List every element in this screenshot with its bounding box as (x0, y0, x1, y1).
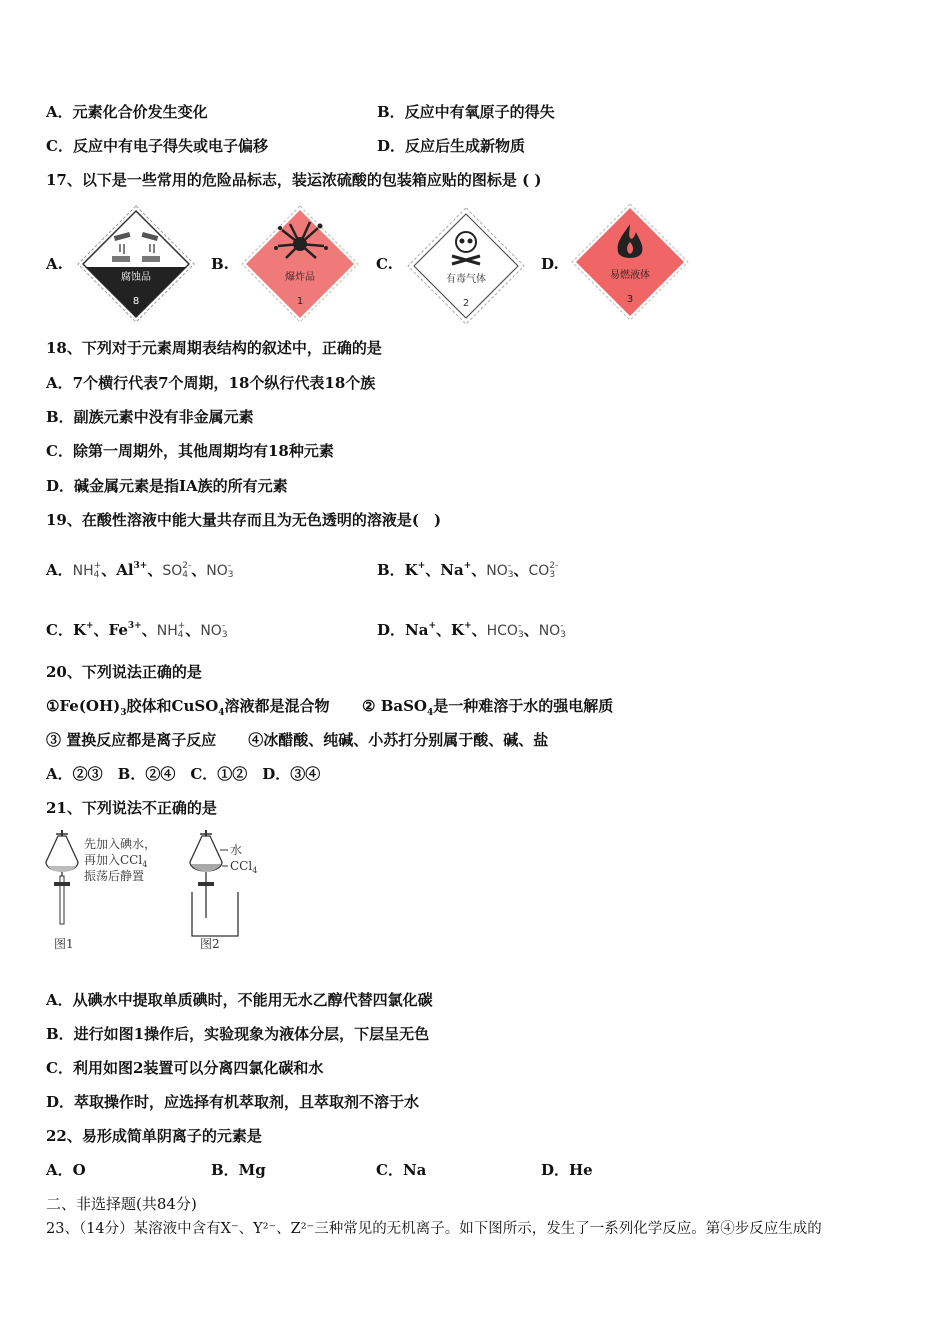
sign-d-text: 易燃液体 (610, 270, 650, 281)
q22-option-d: D．He (541, 1161, 593, 1179)
sign-c-num: 2 (462, 298, 470, 309)
q21-option-a: A．从碘水中提取单质碘时，不能用无水乙醇代替四氯化碳 (46, 991, 433, 1009)
fig2-ccl4-label: CCl$_4$ (230, 859, 258, 875)
explosive-sign-icon (240, 204, 360, 324)
q21-stem: 21、下列说法不正确的是 (46, 799, 217, 817)
q17-label-b: B. (211, 255, 229, 273)
sign-a-num: 8 (132, 296, 140, 307)
q16-option-c: C．反应中有电子得失或电子偏移 (46, 137, 268, 155)
q21-option-d: D．萃取操作时，应选择有机萃取剂，且萃取剂不溶于水 (46, 1093, 420, 1111)
q18-option-a: A．7个横行代表7个周期，18个纵行代表18个族 (46, 374, 376, 392)
q17-label-c: C. (376, 255, 393, 273)
sign-b-num: 1 (296, 296, 304, 307)
fig1-caption: 图1 (54, 937, 74, 951)
separatory-funnel-figure (40, 826, 260, 956)
q20-stem: 20、下列说法正确的是 (46, 663, 202, 681)
fig2-water-label: 水 (230, 843, 243, 857)
q20-statement-1-2: $①Fe(OH)_3$胶体和CuSO$_4$溶液都是混合物 ② BaSO$_4$是一种难溶于水的强电解质 (46, 697, 614, 718)
q21-option-b: B．进行如图1操作后，实验现象为液体分层，下层呈无色 (46, 1025, 430, 1043)
q22-option-b: B．Mg (211, 1161, 266, 1179)
q22-option-c: C．Na (376, 1161, 427, 1179)
q20-statement-3-4: ③ 置换反应都是离子反应 ④冰醋酸、纯碱、小苏打分别属于酸、碱、盐 (46, 731, 549, 749)
q19-stem: 19、在酸性溶液中能大量共存而且为无色透明的溶液是( ) (46, 511, 442, 529)
q21-option-c: C．利用如图2装置可以分离四氯化碳和水 (46, 1059, 324, 1077)
fig1-text-3: 振荡后静置 (84, 869, 145, 883)
q20-options: A．②③ B．②④ C．①② D．③④ (46, 765, 321, 783)
funnel-1-icon (46, 830, 78, 924)
q18-option-b: B．副族元素中没有非金属元素 (46, 408, 254, 426)
sign-b-text: 爆炸品 (285, 272, 315, 283)
sign-c-text: 有毒气体 (446, 274, 486, 285)
q18-stem: 18、下列对于元素周期表结构的叙述中，正确的是 (46, 339, 382, 357)
q17-stem: 17、以下是一些常用的危险品标志，装运浓硫酸的包装箱应贴的图标是 ( ) (46, 171, 542, 189)
sign-a-text: 腐蚀品 (121, 272, 151, 283)
q17-label-a: A. (46, 255, 63, 273)
section-2-heading: 二、非选择题(共84分) (46, 1195, 197, 1213)
q18-option-c: C．除第一周期外，其他周期均有18种元素 (46, 442, 334, 460)
q22-stem: 22、易形成简单阴离子的元素是 (46, 1127, 262, 1145)
q19-option-b: B．K+、Na+、NO - 3 、CO 2- 3 (377, 561, 559, 580)
corrosive-sign-icon (76, 204, 196, 324)
flammable-liquid-sign-icon (570, 202, 690, 322)
q16-option-b: B．反应中有氧原子的得失 (377, 103, 555, 121)
fig2-caption: 图2 (200, 937, 220, 951)
fig1-text-2: 再加入CCl$_4$ (84, 853, 148, 869)
fig1-text-1: 先加入碘水， (84, 837, 157, 851)
q19-option-c: C．K+、$Fe^{3+}$、NH + 4 、NO - 3 (46, 621, 228, 640)
q19-option-d: D．Na+、K+、HCO - 3 、NO - 3 (377, 621, 566, 640)
q18-option-d: D．碱金属元素是指ⅠA族的所有元素 (46, 477, 288, 495)
q22-option-a: A．O (46, 1161, 86, 1179)
toxic-gas-sign-icon (406, 206, 526, 326)
q16-option-a: A．元素化合价发生变化 (46, 103, 208, 121)
q16-option-d: D．反应后生成新物质 (377, 137, 526, 155)
q23-stem: 23、（14分）某溶液中含有X⁻、Y²⁻、Z²⁻三种常见的无机离子。如下图所示，发生了一系列化学反应。第④步反应生成的 (46, 1221, 822, 1237)
q19-option-a: A．NH + 4 、$Al^{3+}$、SO 2- 4 、NO - 3 (46, 561, 234, 580)
sign-d-num: 3 (626, 294, 634, 305)
q17-label-d: D. (541, 255, 559, 273)
